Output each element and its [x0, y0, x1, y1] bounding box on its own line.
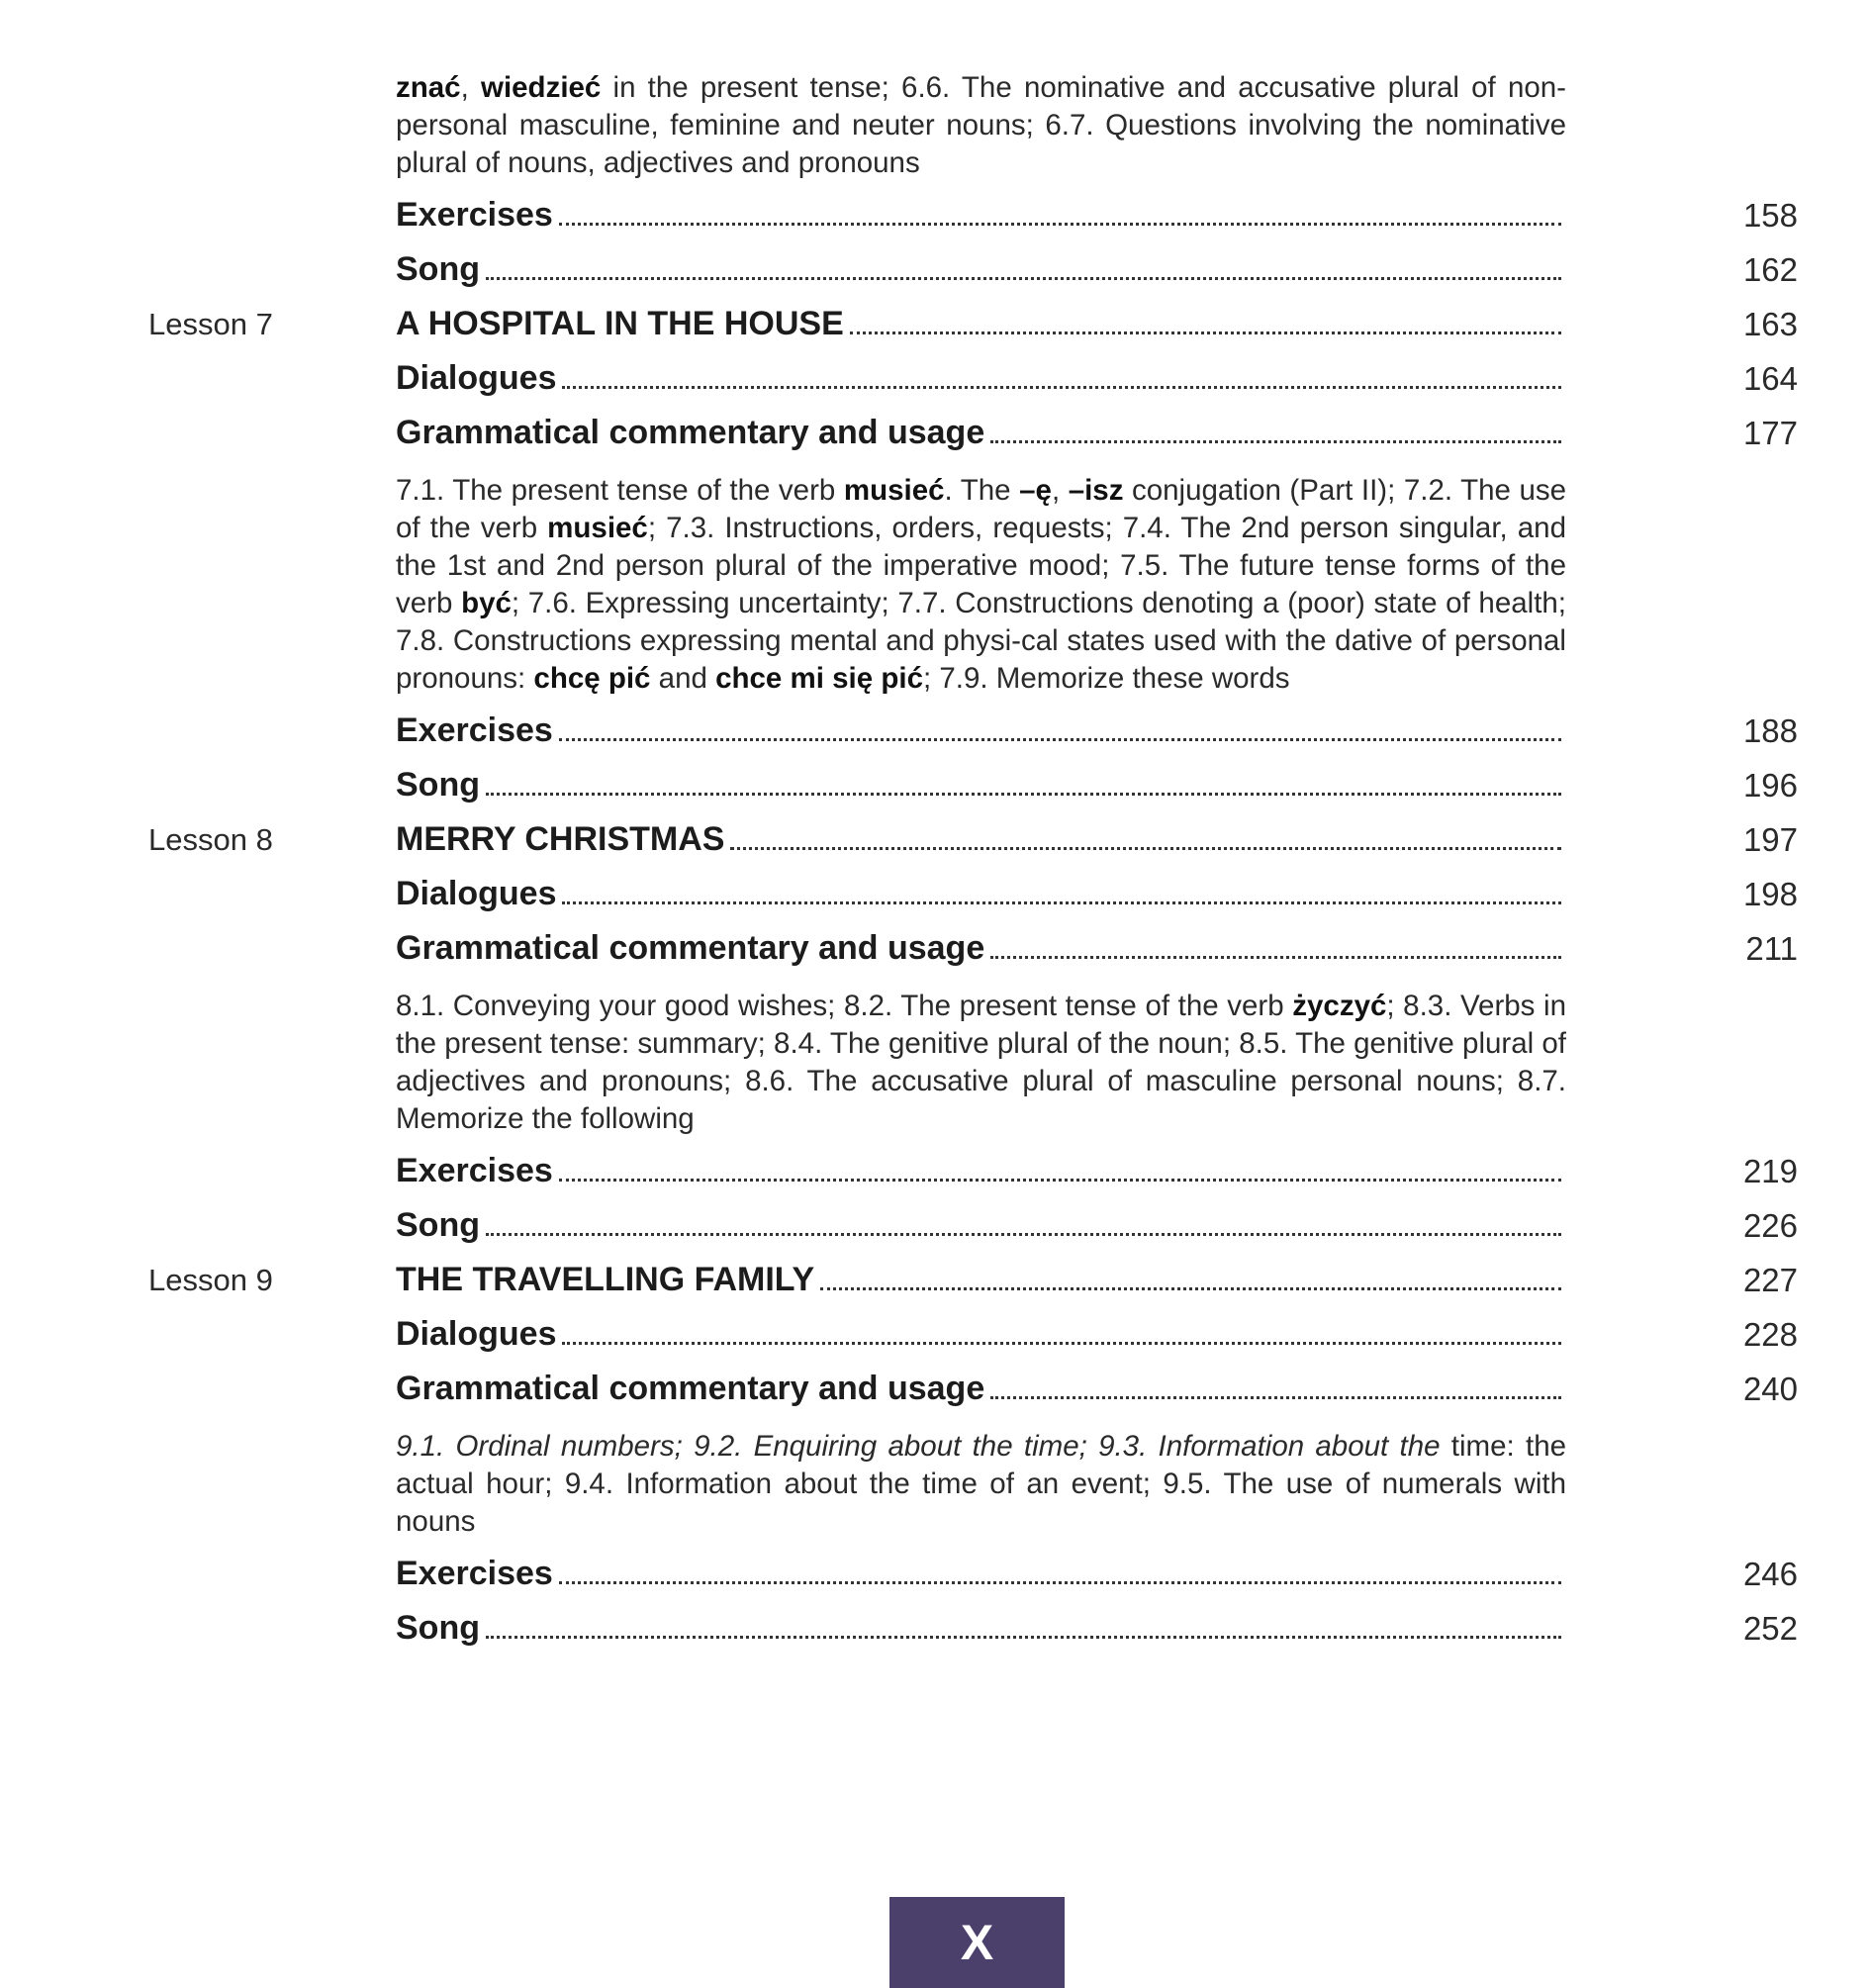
page-number: 163 [1742, 305, 1798, 342]
entry-title[interactable]: Grammatical commentary and usage [396, 414, 985, 451]
toc-entry[interactable] [0, 812, 1868, 867]
page-number: 197 [1742, 820, 1798, 858]
entry-title-line [396, 414, 1561, 452]
entry-title[interactable]: Dialogues [396, 1315, 557, 1353]
toc-entry[interactable] [0, 1144, 1868, 1198]
dot-leader [850, 331, 1561, 334]
entry-title[interactable]: MERRY CHRISTMAS [396, 820, 725, 858]
dot-leader [486, 1233, 1561, 1236]
entry-title-line [396, 1152, 1561, 1190]
dot-leader [559, 1581, 1561, 1584]
polish-term: chce mi się pić [715, 662, 923, 695]
entry-title[interactable]: Song [396, 250, 480, 288]
entry-title-line [396, 929, 1561, 968]
summary-text: and [650, 662, 716, 695]
toc-entry[interactable] [0, 351, 1868, 406]
toc-entry[interactable] [0, 188, 1868, 242]
summary-text: in the present tense; 6.6. The nominative and accusative plural of non-personal masculine, feminine and neuter nouns; 6.7. Questions involving the nominative plural of nouns, adjectives and pronouns [396, 71, 1566, 179]
page-number: 228 [1742, 1315, 1798, 1353]
toc-entry[interactable] [0, 1198, 1868, 1253]
lesson-label: Lesson 9 [148, 1262, 273, 1297]
section-summary [396, 472, 1566, 698]
polish-term: musieć [547, 512, 648, 544]
dot-leader [990, 440, 1561, 443]
entry-title[interactable]: Dialogues [396, 875, 557, 912]
entry-title-line [396, 1555, 1561, 1593]
page-number: 226 [1742, 1206, 1798, 1244]
polish-term: chcę pić [533, 662, 651, 695]
entry-title-line [396, 711, 1561, 750]
toc-entry[interactable] [0, 758, 1868, 812]
entry-title[interactable]: THE TRAVELLING FAMILY [396, 1261, 815, 1298]
dot-leader [562, 901, 1561, 904]
polish-term: życzyć [1292, 990, 1387, 1022]
summary-text: 9.1. Ordinal numbers; 9.2. Enquiring about the time; 9.3. Information about the [396, 1430, 1441, 1463]
entry-title[interactable]: Song [396, 766, 480, 804]
toc-entry[interactable] [0, 242, 1868, 297]
entry-title-line [396, 1370, 1561, 1408]
toc-entry[interactable] [0, 1362, 1868, 1416]
page-number: 246 [1742, 1555, 1798, 1592]
dot-leader [990, 956, 1561, 959]
summary-text: , [460, 71, 481, 104]
toc-entry[interactable] [0, 921, 1868, 976]
section-summary [396, 988, 1566, 1138]
entry-title[interactable]: Grammatical commentary and usage [396, 929, 985, 967]
entry-title-line [396, 1609, 1561, 1648]
dot-leader [559, 738, 1561, 741]
dot-leader [562, 1342, 1561, 1345]
entry-title[interactable]: Song [396, 1206, 480, 1244]
toc-entry[interactable] [0, 1253, 1868, 1307]
summary-text: time: the actual hour; 9.4. Information about the time of an event; 9.5. The use of numerals with nouns [396, 1430, 1567, 1538]
section-summary [396, 1428, 1566, 1541]
page-number: 211 [1745, 929, 1798, 967]
dot-leader [820, 1287, 1561, 1290]
toc-entry[interactable] [0, 1307, 1868, 1362]
dot-leader [562, 386, 1561, 389]
toc-entry[interactable] [0, 867, 1868, 921]
summary-text: ; 7.3. Instructions, orders, requests; 7.4. The 2nd person singular, and the 1st and 2nd person plural of the imperative mood; 7.5. The future tense forms of the verb [396, 512, 1566, 619]
entry-title-line [396, 359, 1561, 398]
entry-title-line [396, 820, 1561, 859]
summary-text: . The [944, 474, 1020, 507]
lesson-label: Lesson 8 [148, 821, 273, 857]
entry-title-line [396, 305, 1561, 343]
entry-title[interactable]: Exercises [396, 711, 553, 749]
page-number: 164 [1742, 359, 1798, 397]
entry-title-line [396, 196, 1561, 235]
section-summary [396, 69, 1566, 182]
entry-title-line [396, 766, 1561, 805]
summary-text: ; 7.6. Expressing uncertainty; 7.7. Constructions denoting a (poor) state of health; 7.8. Constructions expressing mental and physi-cal states used with the dative of personal pronouns: [396, 587, 1566, 695]
page-number: 188 [1742, 711, 1798, 749]
dot-leader [486, 1636, 1561, 1639]
summary-text: ; 7.9. Memorize these words [922, 662, 1290, 695]
entry-title[interactable]: A HOSPITAL IN THE HOUSE [396, 305, 844, 342]
dot-leader [486, 793, 1561, 796]
toc-entry[interactable] [0, 1601, 1868, 1656]
page-number: 158 [1742, 196, 1798, 234]
page-number: 177 [1742, 414, 1798, 451]
summary-text: 8.1. Conveying your good wishes; 8.2. The present tense of the verb [396, 990, 1293, 1022]
polish-term: musieć [843, 474, 945, 507]
entry-title-line [396, 875, 1561, 913]
entry-title-line [396, 250, 1561, 289]
page-number: 227 [1742, 1261, 1798, 1298]
dot-leader [559, 223, 1561, 226]
dot-leader [486, 277, 1561, 280]
page-number-badge: X [889, 1897, 1065, 1988]
toc-entry[interactable] [0, 1547, 1868, 1601]
entry-title[interactable]: Exercises [396, 1152, 553, 1189]
polish-term: być [461, 587, 512, 619]
toc-entry[interactable] [0, 406, 1868, 460]
polish-term: –ę [1019, 474, 1052, 507]
page-number: 198 [1742, 875, 1798, 912]
entry-title[interactable]: Exercises [396, 1555, 553, 1592]
toc-entry[interactable] [0, 297, 1868, 351]
entry-title-line [396, 1261, 1561, 1299]
page-number: 162 [1742, 250, 1798, 288]
table-of-contents [0, 57, 1868, 1656]
summary-text: 7.1. The present tense of the verb [396, 474, 844, 507]
summary-text: ; 8.3. Verbs in the present tense: summary; 8.4. The genitive plural of the noun; 8.5. The genitive plural of adjectives and pronouns; 8.6. The accusative plural of masculine personal nouns; 8.7. Memorize the following [396, 990, 1566, 1135]
polish-term: znać [396, 71, 461, 104]
page-number: 252 [1742, 1609, 1798, 1647]
page-number: 196 [1742, 766, 1798, 804]
summary-text: conjugation (Part II); 7.2. The use of the verb [396, 474, 1567, 544]
polish-term: –isz [1068, 474, 1124, 507]
page-number: 240 [1742, 1370, 1798, 1407]
entry-title[interactable]: Dialogues [396, 359, 557, 397]
lesson-label: Lesson 7 [148, 306, 273, 341]
polish-term: wiedzieć [481, 71, 602, 104]
entry-title-line [396, 1206, 1561, 1245]
dot-leader [730, 847, 1561, 850]
dot-leader [990, 1396, 1561, 1399]
toc-entry[interactable] [0, 704, 1868, 758]
entry-title[interactable]: Grammatical commentary and usage [396, 1370, 985, 1407]
dot-leader [559, 1179, 1561, 1182]
entry-title-line [396, 1315, 1561, 1354]
entry-title[interactable]: Song [396, 1609, 480, 1647]
entry-title[interactable]: Exercises [396, 196, 553, 234]
summary-text: , [1051, 474, 1069, 507]
page-number: 219 [1742, 1152, 1798, 1189]
